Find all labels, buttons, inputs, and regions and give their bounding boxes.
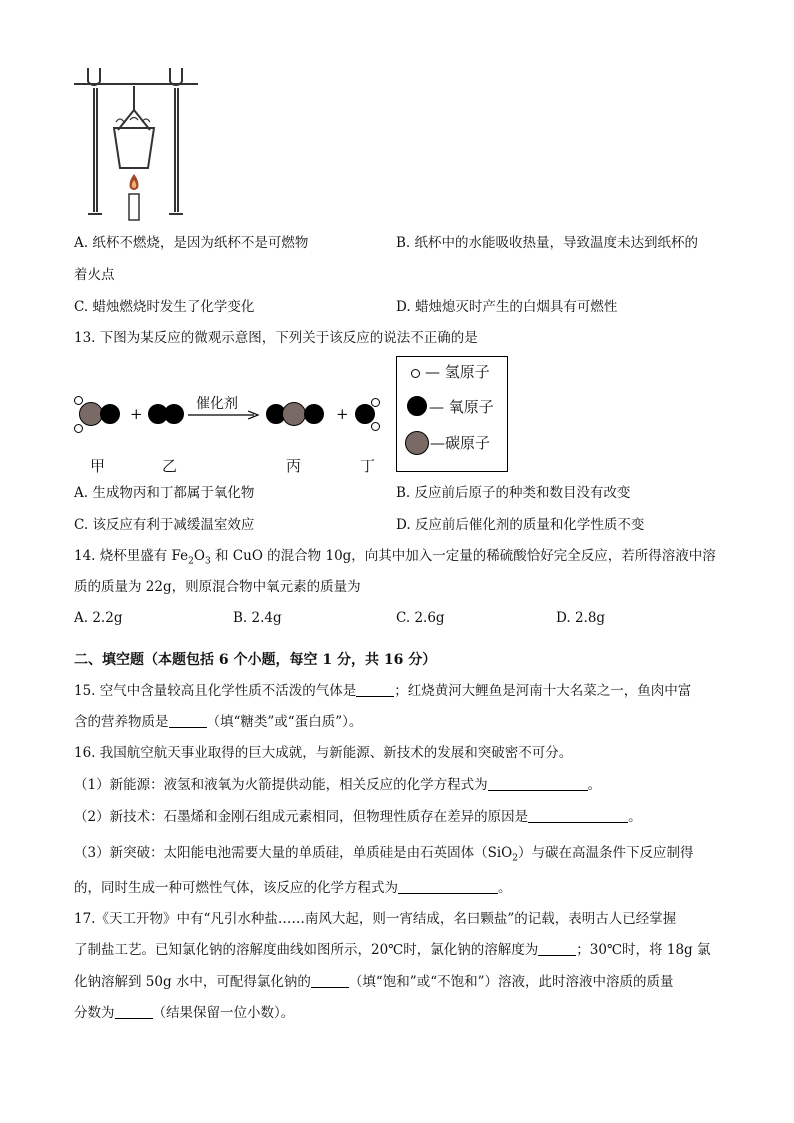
oxygen-atom-icon: [304, 404, 324, 424]
q12-option-d: D. 蜡烛熄灭时产生的白烟具有可燃性: [396, 299, 618, 315]
substance-label: 甲: [90, 457, 106, 475]
substance-label: 丁: [360, 457, 376, 475]
q12-option-c: C. 蜡烛燃烧时发生了化学变化: [74, 299, 255, 315]
q15-line2: 含的营养物质是 （填“糖类”或“蛋白质”）。: [74, 714, 363, 730]
q16-part2: （2）新技术：石墨烯和金刚石组成元素相同，但物理性质存在差异的原因是 。: [74, 809, 642, 825]
q16-part3-line2: 的，同时生成一种可燃性气体，该反应的化学方程式为 。: [74, 880, 512, 896]
answer-blank[interactable]: [169, 713, 207, 728]
hydrogen-atom-icon: [74, 424, 83, 433]
q13-stem: 13. 下图为某反应的微观示意图，下列关于该反应的说法不正确的是: [74, 330, 478, 346]
q14-stem-line2: 质的质量为 22g，则原混合物中氧元素的质量为: [74, 579, 361, 595]
q12-option-a: A. 纸杯不燃烧，是因为纸杯不是可燃物: [74, 235, 309, 251]
q13-option-a: A. 生成物丙和丁都属于氧化物: [74, 485, 255, 501]
q12-option-b: B. 纸杯中的水能吸收热量，导致温度未达到纸杯的: [396, 235, 699, 251]
answer-blank[interactable]: [311, 973, 349, 988]
atom-legend: [396, 356, 508, 472]
carbon-atom-icon: [282, 402, 306, 426]
q16-part3-line1: （3）新突破：太阳能电池需要大量的单质硅，单质硅是由石英固体（SiO$_2$）与碳在高温条件下反应制得: [74, 845, 694, 864]
q17-line3: 化钠溶解到 50g 水中，可配得氯化钠的 （填“饱和”或“不饱和”）溶液，此时溶液中溶质的质量: [74, 974, 674, 990]
q15-line1: 15. 空气中含量较高且化学性质不活泼的气体是 ；红烧黄河大鲤鱼是河南十大名菜之一，鱼肉中富: [74, 683, 692, 699]
reaction-arrow-icon: [188, 410, 260, 420]
catalyst-label: 催化剂: [196, 396, 238, 412]
q17-line2: 了制盐工艺。已知氯化钠的溶解度曲线如图所示，20℃时，氯化钠的溶解度为 ；30℃时，将 18g 氯: [74, 942, 711, 958]
q12-option-b-continued: 着火点: [74, 267, 115, 283]
answer-blank[interactable]: [488, 776, 588, 791]
hydrogen-atom-icon: [74, 396, 83, 405]
legend-hydrogen-label: — 氢原子: [425, 363, 490, 381]
hydrogen-atom-icon: [371, 422, 380, 431]
substance-label: 丙: [286, 457, 302, 475]
oxygen-atom-icon: [100, 404, 120, 424]
section-title: 二、填空题（本题包括 6 个小题，每空 1 分，共 16 分）: [74, 652, 437, 668]
plus-sign: +: [130, 405, 143, 423]
oxygen-atom-icon: [355, 404, 375, 424]
substance-label: 乙: [162, 457, 178, 475]
legend-oxygen-label: — 氧原子: [429, 398, 494, 416]
q16-stem: 16. 我国航空航天事业取得的巨大成就，与新能源、新技术的发展和突破密不可分。: [74, 745, 573, 761]
q14-option-c: C. 2.6g: [396, 610, 445, 626]
paper-cup-apparatus-figure: [74, 60, 204, 225]
answer-blank[interactable]: [115, 1004, 153, 1019]
answer-blank[interactable]: [538, 941, 576, 956]
oxygen-atom-icon: [407, 396, 427, 416]
q17-line1: 17.《天工开物》中有“凡引水种盐……南风大起，则一宵结成，名曰颗盐”的记载，表明古人已经掌握: [74, 911, 677, 927]
q13-option-c: C. 该反应有利于减缓温室效应: [74, 517, 255, 533]
answer-blank[interactable]: [398, 879, 498, 894]
q13-option-d: D. 反应前后催化剂的质量和化学性质不变: [396, 517, 645, 533]
q13-option-b: B. 反应前后原子的种类和数目没有改变: [396, 485, 631, 501]
q14-option-d: D. 2.8g: [556, 610, 606, 626]
q17-line4: 分数为 （结果保留一位小数）。: [74, 1005, 295, 1021]
legend-carbon-label: —碳原子: [430, 434, 491, 452]
q14-option-a: A. 2.2g: [74, 610, 123, 626]
plus-sign: +: [336, 405, 349, 423]
answer-blank[interactable]: [356, 682, 394, 697]
oxygen-atom-icon: [164, 404, 184, 424]
carbon-atom-icon: [405, 431, 429, 455]
answer-blank[interactable]: [528, 808, 628, 823]
q14-stem-line1: 14. 烧杯里盛有 $Fe_2O_3$ 和 CuO 的混合物 10g，向其中加入一定量的稀硫酸恰好完全反应，若所得溶液中溶: [74, 548, 716, 567]
hydrogen-atom-icon: [371, 398, 380, 407]
q14-option-b: B. 2.4g: [233, 610, 282, 626]
hydrogen-atom-icon: [411, 369, 420, 378]
q16-part1: （1）新能源：液氢和液氧为火箭提供动能，相关反应的化学方程式为 。: [74, 777, 602, 793]
